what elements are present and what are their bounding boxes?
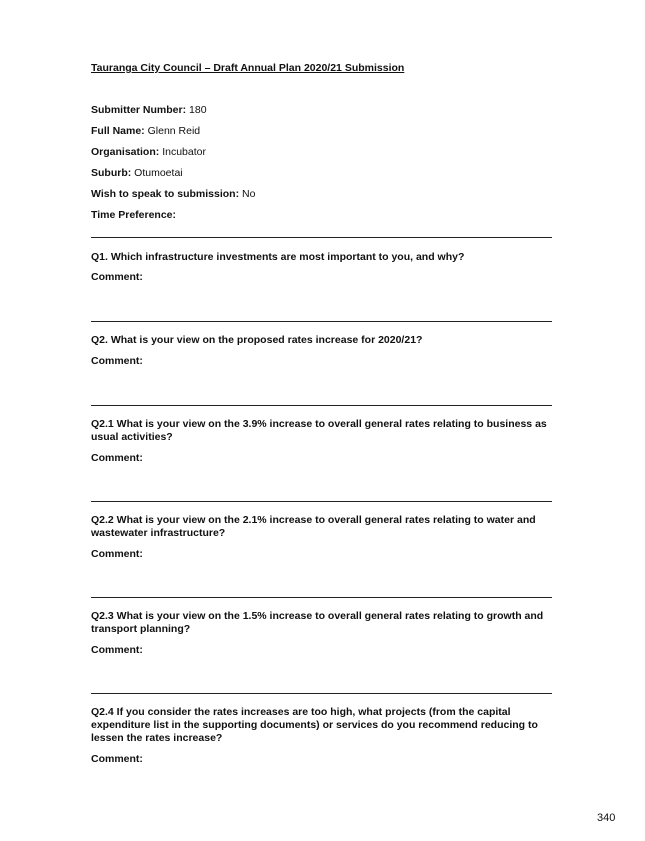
section-divider [91, 321, 552, 322]
time-preference-field [91, 209, 176, 221]
question-q2-4: Q2.4 If you consider the rates increases are too high, what projects (from the capital expenditure list in the supporting documents) or services do you recommend reducing to lessen the rates increase? [91, 706, 538, 744]
section-divider [91, 693, 552, 694]
comment-label-q2-4 [91, 753, 143, 765]
comment-label: Comment: [91, 548, 143, 560]
suburb-field [91, 167, 183, 179]
question-q1: Q1. Which infrastructure investments are most important to you, and why? [91, 251, 465, 263]
submitter-number-field [91, 104, 207, 116]
section-divider [91, 501, 552, 502]
full-name-field [91, 125, 200, 137]
question-q2-3: Q2.3 What is your view on the 1.5% increase to overall general rates relating to growth and transport planning? [91, 610, 544, 635]
organisation-value: Incubator [162, 146, 206, 158]
organisation-label: Organisation: [91, 146, 160, 158]
suburb-value: Otumoetai [134, 167, 183, 179]
full-name-value: Glenn Reid [147, 125, 201, 137]
comment-label: Comment: [91, 644, 143, 656]
question-q2: Q2. What is your view on the proposed rates increase for 2020/21? [91, 334, 423, 346]
organisation-field [91, 146, 206, 158]
question-q2-2: Q2.2 What is your view on the 2.1% increase to overall general rates relating to water and wastewater infrastructure? [91, 514, 536, 539]
section-divider [91, 237, 552, 238]
question-q2-1: Q2.1 What is your view on the 3.9% increase to overall general rates relating to business as usual activities? [91, 418, 547, 443]
comment-label-q2 [91, 355, 143, 367]
comment-label: Comment: [91, 355, 143, 367]
comment-label: Comment: [91, 271, 143, 283]
comment-label: Comment: [91, 452, 143, 464]
section-divider [91, 405, 552, 406]
comment-label-q1 [91, 271, 143, 283]
time-preference-label: Time Preference: [91, 209, 177, 221]
speak-to-submission-value: No [242, 188, 256, 200]
submitter-number-value: 180 [189, 104, 207, 116]
comment-label: Comment: [91, 753, 143, 765]
comment-label-q2-3 [91, 644, 143, 656]
document-title: Tauranga City Council – Draft Annual Plan 2020/21 Submission [91, 62, 405, 74]
page-number: 340 [597, 812, 616, 824]
speak-to-submission-label: Wish to speak to submission: [91, 188, 240, 200]
full-name-label: Full Name: [91, 125, 145, 137]
suburb-label: Suburb: [91, 167, 132, 179]
comment-label-q2-1 [91, 452, 143, 464]
comment-label-q2-2 [91, 548, 143, 560]
section-divider [91, 597, 552, 598]
submitter-number-label: Submitter Number: [91, 104, 187, 116]
speak-to-submission-field [91, 188, 255, 200]
